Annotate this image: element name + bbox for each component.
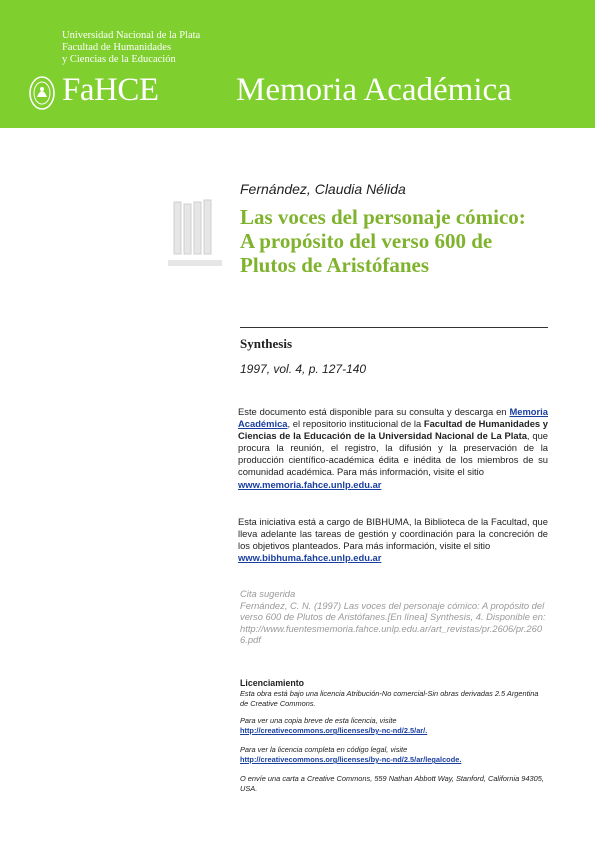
faculty-name: Facultad de Humanidades y Ciencias de la Educación de la Universidad Nacional de La Plata [238, 418, 549, 442]
divider [240, 327, 548, 328]
suggested-citation [240, 588, 546, 646]
article-title: Las voces del personaje cómico: A propósito del verso 600 de Plutos de Aristófanes [240, 205, 526, 277]
header-banner [0, 0, 595, 128]
author: Fernández, Claudia Nélida [240, 181, 406, 197]
cita-text: Fernández, C. N. (1997) Las voces del personaje cómico: A propósito del verso 600 de Plutos de Aristófanes.[En línea] Synthesis, 4. Disponible en: http://www.fuentesmemoria.fahce.unlp.edu.ar/art_revistas/pr.2606/pr.2606.pdf [240, 599, 546, 645]
bibhuma-info [238, 516, 548, 564]
license-full-label: Para ver la licencia completa en código legal, visite [240, 745, 408, 754]
license-heading: Licenciamiento [240, 678, 305, 688]
info-text-b: , el repositorio institucional de la [287, 418, 422, 430]
memoria-url-link[interactable]: www.memoria.fahce.unlp.edu.ar [238, 478, 382, 490]
university-line-1: Universidad Nacional de la Plata [62, 30, 201, 41]
bibhuma-url-link[interactable]: www.bibhuma.fahce.unlp.edu.ar [238, 552, 382, 564]
university-seal-icon [28, 75, 56, 111]
university-name [62, 30, 200, 66]
repository-info [238, 406, 548, 491]
cita-label: Cita sugerida [240, 588, 296, 599]
license-full [240, 745, 548, 765]
license-copy-link[interactable]: http://creativecommons.org/licenses/by-nc-nd/2.5/ar/. [240, 726, 428, 735]
license-text: Esta obra está bajo una licencia Atribución-No comercial-Sin obras derivadas 2.5 Argentina de Creative Commons. [240, 689, 539, 708]
memoria-link[interactable]: Memoria Académica [238, 406, 549, 430]
info-text-a: Este documento está disponible para su consulta y descarga en [238, 406, 507, 417]
university-line-2: Facultad de Humanidades [62, 42, 172, 53]
citation-details: 1997, vol. 4, p. 127-140 [240, 362, 367, 376]
license-copy-label: Para ver una copia breve de esta licencia, visite [240, 716, 397, 725]
fahce-logo[interactable]: FaHCE [62, 72, 159, 108]
info-text-c: , que procura la reunión, el registro, la difusión y la preservación de la producción científico-académica édita e inédita de los miembros de su comunidad académica. Para más información, visite el sitio [238, 430, 548, 478]
bibhuma-text: Esta iniciativa está a cargo de BIBHUMA, la Biblioteca de la Facultad, que lleva adelante las tareas de gestión y coordinación para la concreción de los objetivos planteados. Para más información, visite el sitio [238, 516, 548, 552]
university-line-3: y Ciencias de la Educación [62, 54, 176, 65]
license-full-link[interactable]: http://creativecommons.org/licenses/by-nc-nd/2.5/ar/legalcode. [240, 755, 462, 764]
license-letter: O envíe una carta a Creative Commons, 559 Nathan Abbott Way, Stanford, California 94305, USA. [240, 774, 544, 793]
repository-name[interactable]: Memoria Académica [236, 72, 512, 108]
journal-name: Synthesis [240, 336, 293, 351]
books-logo-icon [166, 198, 224, 276]
license-copy [240, 716, 548, 736]
